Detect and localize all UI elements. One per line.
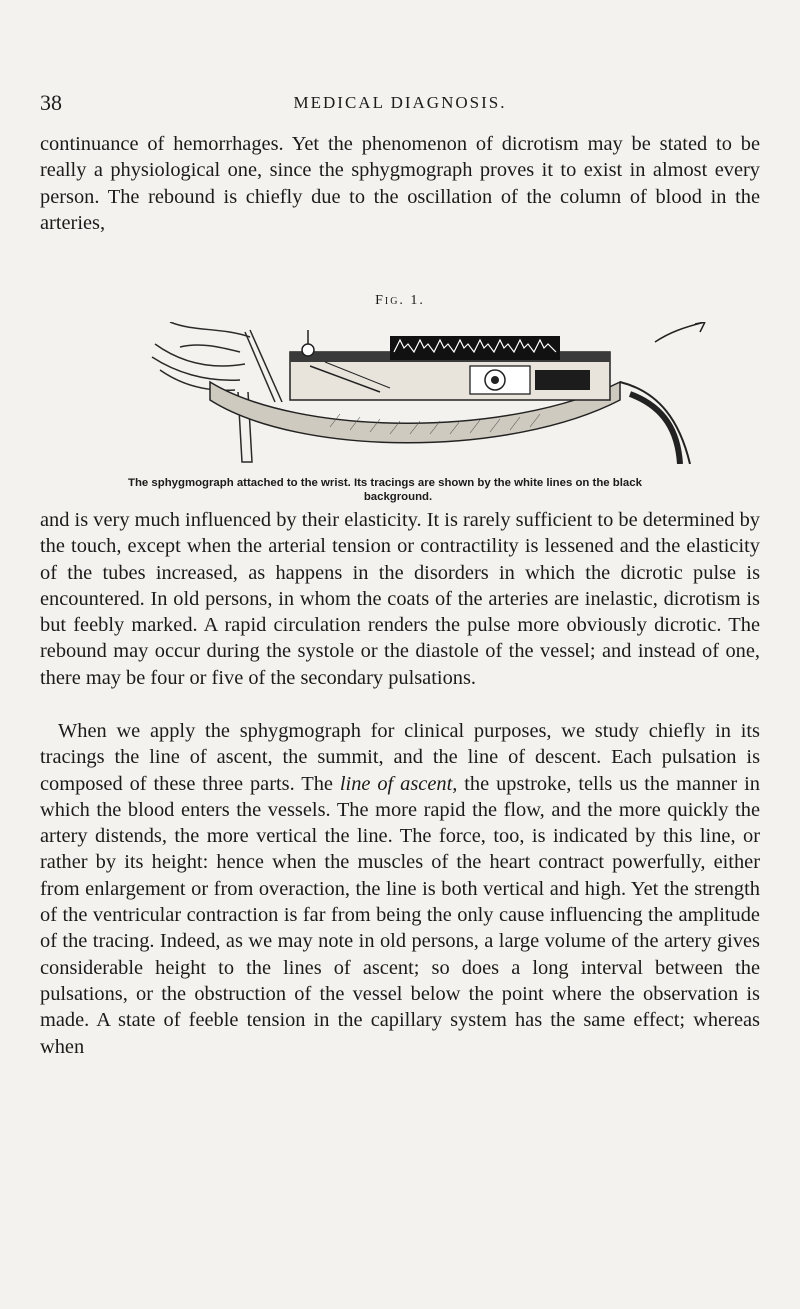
term-line-of-ascent: line of ascent, (339, 772, 458, 795)
figure-caption-line-1: The sphygmograph attached to the wrist. Its tracings are shown by the white lines on the black (128, 477, 642, 489)
paragraph-line-of-ascent-start: When we apply the sphygmograph for clinical purposes, we study chiefly in its tracings the line of ascent, the summit, and the line of descent. Each pulsation is composed of these three parts. The (40, 720, 760, 795)
paragraph-line-of-ascent-rest: the upstroke, tells us the manner in which the blood enters the vessels. The more rapid the flow, and the more quickly the artery distends, the more vertical the line. The force, too, is indicated by this line, or rather by its height: hence when the muscles of the heart contract powerfully, either from enlargement or from overaction, the line is both vertical and high. Yet the strength of the ventricular contraction is far from being the only cause influencing the amplitude of the tracing. Indeed, as we may note in old persons, a large volume of the artery gives considerable height to the lines of ascent; so does a long interval between the pulsations, or the obstruction of the vessel below the point where the observation is made. A state of feeble tension in the capillary system has the same effect; whereas when (40, 772, 760, 1058)
paragraph-elasticity: and is very much influenced by their elasticity. It is rarely sufficient to be determined by the touch, except when the arterial tension or contractility is lessened and the elasticity of the tubes increased, as happens in the disorders in which the dicrotic pulse is encountered. In old persons, in whom the coats of the arteries are inelastic, dicrotism is but feebly marked. A rapid circulation renders the pulse more obviously dicrotic. The rebound may occur during the systole or the diastole of the vessel; and instead of one, there may be four or five of the secondary pulsations. (40, 509, 760, 689)
paragraph-continuance: continuance of hemorrhages. Yet the phenomenon of dicrotism may be stated to be really a physiological one, since the sphygmograph proves it to exist in almost every person. The rebound is chiefly due to the oscillation of the column of blood in the arteries, (40, 133, 760, 234)
page-header (40, 90, 760, 120)
figure-caption (128, 476, 668, 504)
page-number: 38 (40, 90, 62, 115)
running-head: MEDICAL DIAGNOSIS. (293, 93, 507, 112)
sphygmograph-illustration (150, 322, 710, 464)
figure-caption-line-2: background. (363, 491, 433, 503)
figure-label: Fig. 1. (375, 293, 425, 308)
paragraph-line-of-ascent (40, 718, 760, 1060)
